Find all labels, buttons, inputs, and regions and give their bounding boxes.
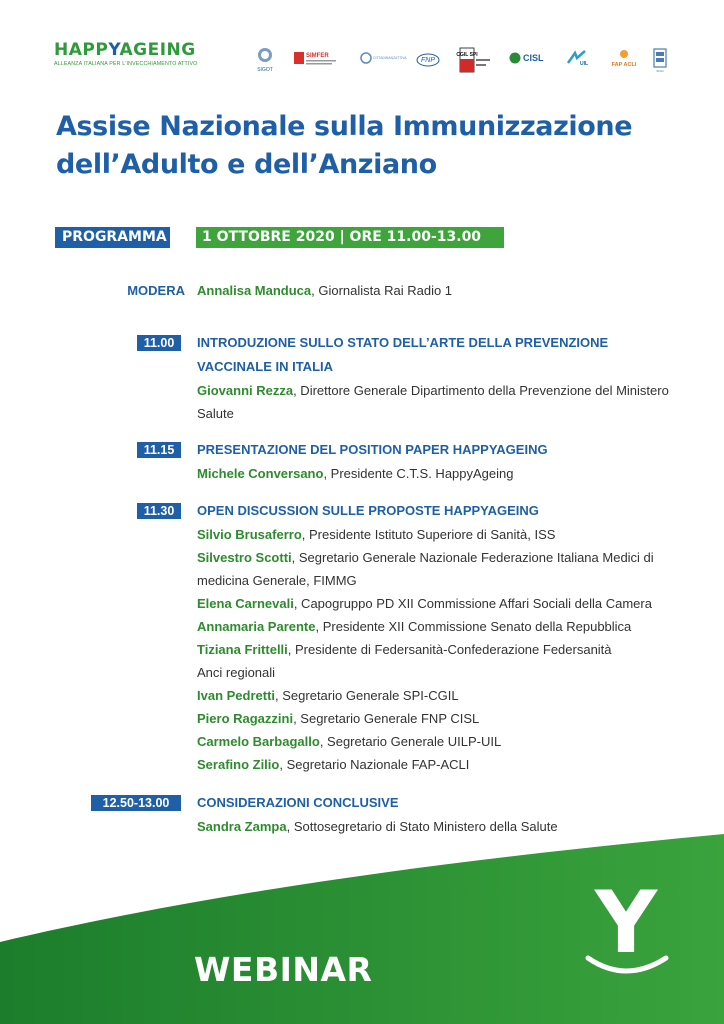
session-block bbox=[197, 499, 677, 776]
fap-acli-logo bbox=[610, 45, 638, 75]
sigot-logo bbox=[252, 45, 278, 75]
speaker bbox=[197, 638, 677, 661]
happyageing-logo bbox=[54, 40, 197, 67]
speaker bbox=[197, 615, 677, 638]
session-time: 11.15 bbox=[137, 442, 181, 458]
moderator-label: MODERA bbox=[127, 283, 185, 298]
speaker bbox=[197, 684, 677, 707]
speaker bbox=[197, 379, 677, 425]
session-title: OPEN DISCUSSION SULLE PROPOSTE HAPPYAGEING bbox=[197, 503, 539, 518]
session-block bbox=[197, 331, 677, 425]
speaker-name: Ivan Pedretti bbox=[197, 688, 276, 703]
speaker bbox=[197, 592, 677, 615]
fnp-logo bbox=[415, 45, 441, 75]
webinar-label: WEBINAR bbox=[194, 950, 373, 989]
speaker-role: , Presidente C.T.S. HappyAgeing bbox=[323, 466, 514, 481]
session-block bbox=[197, 438, 677, 485]
moderator bbox=[197, 283, 452, 298]
date-tag: 1 OTTOBRE 2020 | ORE 11.00-13.00 bbox=[196, 227, 504, 248]
speaker-role: , Direttore Generale Dipartimento della Prevenzione del Ministero Salute bbox=[197, 383, 669, 421]
speaker-role: , Segretario Nazionale FAP-ACLI bbox=[279, 757, 470, 772]
speaker-role: , Presidente di Federsanità-Confederazione Federsanità bbox=[287, 642, 612, 657]
speaker-name: Annamaria Parente bbox=[197, 619, 316, 634]
logo-label: SIGG bbox=[656, 69, 664, 73]
programma-tag: PROGRAMMA bbox=[55, 227, 170, 248]
smile-y-logo bbox=[578, 873, 678, 985]
logo-label: CITTADINANZATTIVA bbox=[373, 56, 407, 60]
speaker-name: Tiziana Frittelli bbox=[197, 642, 288, 657]
speaker bbox=[197, 462, 677, 485]
session-title: PRESENTAZIONE DEL POSITION PAPER HAPPYAGEING bbox=[197, 442, 548, 457]
page-title bbox=[56, 108, 696, 184]
title-line-2: dell’Adulto e dell’Anziano bbox=[56, 149, 437, 180]
speaker-name: Giovanni Rezza bbox=[197, 383, 294, 398]
title-line-1: Assise Nazionale sulla Immunizzazione bbox=[56, 111, 633, 142]
moderator-role: , Giornalista Rai Radio 1 bbox=[311, 283, 453, 298]
speaker-role-continued: Anci regionali bbox=[197, 665, 276, 680]
partner-logos bbox=[250, 45, 670, 75]
moderator-name: Annalisa Manduca bbox=[197, 283, 312, 298]
brand-name: HAPPYAGEING bbox=[54, 40, 196, 60]
speaker-role: , Presidente XII Commissione Senato della Repubblica bbox=[315, 619, 632, 634]
speaker bbox=[197, 730, 677, 753]
uil-logo bbox=[565, 45, 591, 75]
speaker-role: , Segretario Generale UILP-UIL bbox=[319, 734, 502, 749]
logo-label: FAP ACLI bbox=[611, 62, 637, 68]
logo-label: FNP bbox=[421, 57, 435, 64]
simfer-logo bbox=[293, 45, 339, 75]
speaker-role: , Presidente Istituto Superiore di Sanità, ISS bbox=[301, 527, 556, 542]
logo-label: SIMFER bbox=[306, 53, 329, 59]
logo-label: SIGOT bbox=[257, 67, 273, 73]
speaker-role: , Segretario Generale Nazionale Federazione Italiana Medici di medicina Generale, FIMMG bbox=[197, 550, 654, 588]
cittadinanzattiva-logo bbox=[358, 45, 407, 75]
session-time: 11.30 bbox=[137, 503, 181, 519]
speaker-name: Michele Conversano bbox=[197, 466, 324, 481]
brand-tagline: ALLEANZA ITALIANA PER L'INVECCHIAMENTO ATTIVO bbox=[54, 61, 198, 67]
session-time: 11.00 bbox=[137, 335, 181, 351]
speaker-name: Silvestro Scotti bbox=[197, 550, 292, 565]
cgil-spi-logo bbox=[458, 45, 492, 75]
speaker bbox=[197, 707, 677, 730]
sigg-logo bbox=[653, 45, 667, 75]
logo-label: CGIL SPI bbox=[456, 52, 478, 58]
speaker-name: Sandra Zampa bbox=[197, 819, 287, 834]
cisl-logo bbox=[507, 45, 551, 75]
logo-label: UIL bbox=[580, 61, 589, 67]
speaker-role: , Sottosegretario di Stato Ministero della Salute bbox=[286, 819, 558, 834]
logo-label: CISL bbox=[523, 53, 544, 63]
session-time: 12.50-13.00 bbox=[91, 795, 181, 811]
session-title: CONSIDERAZIONI CONCLUSIVE bbox=[197, 795, 399, 810]
speaker bbox=[197, 546, 677, 592]
speaker-name: Silvio Brusaferro bbox=[197, 527, 302, 542]
speaker-name: Serafino Zilio bbox=[197, 757, 280, 772]
logo-letter: Y bbox=[594, 873, 658, 973]
speaker-name: Carmelo Barbagallo bbox=[197, 734, 320, 749]
speaker-role: , Capogruppo PD XII Commissione Affari Sociali della Camera bbox=[293, 596, 652, 611]
speaker-name: Elena Carnevali bbox=[197, 596, 294, 611]
session-title: INTRODUZIONE SULLO STATO DELL’ARTE DELLA PREVENZIONE VACCINALE IN ITALIA bbox=[197, 335, 609, 374]
speaker-name: Piero Ragazzini bbox=[197, 711, 294, 726]
speaker bbox=[197, 523, 677, 546]
speaker bbox=[197, 753, 677, 776]
speaker-role: , Segretario Generale FNP CISL bbox=[293, 711, 480, 726]
speaker-role: , Segretario Generale SPI-CGIL bbox=[275, 688, 459, 703]
